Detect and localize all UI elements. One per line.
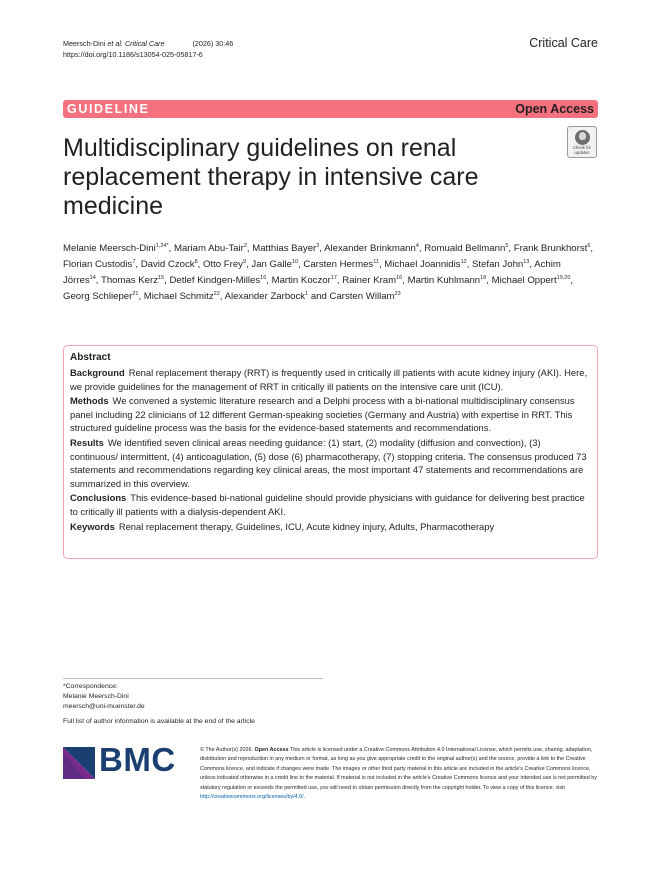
author-affiliation: 2 <box>243 243 247 249</box>
author-separator: , <box>466 259 473 270</box>
abstract-box <box>63 345 598 559</box>
author-name[interactable]: Frank Brunkhorst <box>513 243 588 254</box>
author-affiliation: 8 <box>194 259 198 265</box>
correspondence-label: *Correspondence: <box>63 683 118 690</box>
author-separator: , <box>219 291 225 302</box>
journal-name: Critical Care <box>529 36 598 50</box>
author-separator: , <box>486 275 492 286</box>
article-title: Multidisciplinary guidelines on renal replacement therapy in intensive care medicine <box>63 134 479 220</box>
author-separator: , <box>336 275 343 286</box>
section-text: This evidence-based bi-national guideline should provide physicians with guidance for delivering best practice to critically ill patients with a dialysis-dependent AKI. <box>70 492 585 517</box>
bmc-logo-mark-icon <box>63 747 95 779</box>
author-separator: , <box>402 275 408 286</box>
author-affiliation: 3 <box>316 243 320 249</box>
author-name[interactable]: Michael Joannidis <box>384 259 461 270</box>
author-separator: and <box>308 291 330 302</box>
crossmark-icon <box>575 130 590 145</box>
open-access-label: Open Access <box>515 102 594 116</box>
doi-link[interactable]: https://doi.org/10.1186/s13054-025-05817-6 <box>63 50 203 59</box>
author-affiliation: 10 <box>291 259 299 265</box>
author-separator: , <box>508 243 514 254</box>
author-affiliation: 21 <box>132 291 139 297</box>
author-name[interactable]: Melanie Meersch-Dini <box>63 243 156 254</box>
section-label: Conclusions <box>70 492 127 504</box>
author-info-note: Full list of author information is available at the end of the article <box>63 718 255 725</box>
abstract-methods <box>70 394 591 435</box>
author-name[interactable]: Carsten Willam <box>329 291 395 302</box>
author-name[interactable]: Alexander Brinkmann <box>324 243 416 254</box>
author-name[interactable]: Otto Frey <box>203 259 243 270</box>
abstract-conclusions <box>70 491 591 518</box>
author-affiliation: 5 <box>505 243 509 249</box>
author-separator: , <box>135 259 141 270</box>
article-type-label: GUIDELINE <box>67 102 150 116</box>
section-label: Background <box>70 367 125 378</box>
author-affiliation: 22 <box>213 291 220 297</box>
author-name[interactable]: Thomas Kerz <box>100 275 159 286</box>
author-name[interactable]: Stefan John <box>472 259 524 270</box>
author-separator: , <box>378 259 385 270</box>
author-affiliation: 15 <box>158 275 165 281</box>
section-label: Results <box>70 436 104 448</box>
author-name[interactable]: Rainer Kram <box>342 275 397 286</box>
author-separator: , <box>197 259 203 270</box>
author-affiliation: 6 <box>587 243 591 249</box>
author-name[interactable]: Carsten Hermes <box>303 259 374 270</box>
citation-authors: Meersch-Dini <box>63 39 106 48</box>
abstract-heading: Abstract <box>70 352 111 363</box>
author-name[interactable]: Martin Kuhlmann <box>407 275 481 286</box>
license-prefix: © The Author(s) 2026. <box>200 747 254 753</box>
author-name[interactable]: Florian Custodis <box>63 259 133 270</box>
author-name[interactable]: Michael Oppert <box>491 275 557 286</box>
crossmark-text: Check for updates <box>573 145 591 155</box>
author-affiliation: 4 <box>415 243 419 249</box>
citation-journal: Critical Care <box>124 39 165 48</box>
author-affiliation: 9 <box>242 259 247 265</box>
author-separator: , <box>95 275 101 286</box>
section-text: We identified seven clinical areas needing guidance: (1) start, (2) modality (diffusion and convection), (3) continuous/ intermittent, (4) anticoagulation, (5) dose (6) pharmacotherapy, (7) stopping criteria. The consensus produced 73 statements and recommendations regarding key clinical areas, the most important 47 statements and recommendations are summarized in this overview. <box>70 436 587 489</box>
license-open-access: Open Access <box>254 747 289 753</box>
author-name[interactable]: Martin Koczor <box>271 275 331 286</box>
author-affiliation: 17 <box>330 275 337 281</box>
author-affiliation: 13 <box>523 259 530 265</box>
section-text: Renal replacement therapy (RRT) is frequently used in critically ill patients with acute kidney injury (AKI). Here, we provide guidelines for the management of RRT in critically ill patients on the intensive care unit (ICU). <box>70 367 588 392</box>
author-affiliation: 14 <box>89 275 96 281</box>
author-name[interactable]: Achim Jörres <box>63 259 561 286</box>
author-separator: , <box>319 243 325 254</box>
article-type-bar <box>63 100 598 118</box>
author-name[interactable]: Detlef Kindgen-Milles <box>169 275 261 286</box>
abstract-keywords <box>70 520 591 534</box>
abstract-background <box>70 366 591 393</box>
section-label: Keywords <box>70 520 115 532</box>
author-separator: , <box>529 259 535 270</box>
author-affiliation: 12 <box>460 259 467 265</box>
author-separator: , <box>418 243 425 254</box>
author-affiliation: 16 <box>260 275 267 281</box>
citation-etal: et al. <box>107 39 123 48</box>
author-name[interactable]: Alexander Zarbock <box>224 291 306 302</box>
footnote-divider <box>63 678 323 679</box>
author-separator: , <box>298 259 304 270</box>
author-separator: , <box>246 243 253 254</box>
author-separator: , <box>138 291 144 302</box>
author-separator: , <box>590 243 594 254</box>
author-name[interactable]: David Czock <box>140 259 195 270</box>
crossmark-button[interactable] <box>567 126 597 158</box>
author-name[interactable]: Jan Galle <box>251 259 292 270</box>
author-affiliation: 23 <box>394 291 401 297</box>
author-affiliation: 1,24* <box>155 243 169 249</box>
section-text: We convened a systemic literature research and a Delphi process with a bi-national multidisciplinary consensus panel including 22 clinicians of 12 different German-speaking societies (Germany and Austria) with expertise in RRT. This structured guideline process was the basis for the evidence-based statements and recommendations. <box>70 395 575 434</box>
section-text: Renal replacement therapy, Guidelines, ICU, Acute kidney injury, Adults, Pharmacotherapy <box>118 520 495 532</box>
author-name[interactable]: Romuald Bellmann <box>424 243 506 254</box>
author-affiliation: 18 <box>480 275 487 281</box>
bmc-logo <box>63 741 185 780</box>
author-separator: , <box>570 275 574 286</box>
author-separator: , <box>168 243 174 254</box>
author-name[interactable]: Michael Schmitz <box>143 291 214 302</box>
author-separator: , <box>246 259 252 270</box>
correspondence-email[interactable]: meersch@uni-muenster.de <box>63 703 145 710</box>
author-affiliation: 19,20 <box>556 275 571 281</box>
author-affiliation: 7 <box>132 259 136 265</box>
abstract-results <box>70 436 591 490</box>
running-header <box>63 38 233 60</box>
author-separator: , <box>164 275 170 286</box>
author-affiliation: 16 <box>396 275 403 281</box>
license-body: This article is licensed under a Creative Commons Attribution 4.0 International License, which permits use, sharing, adaptation, distribution and reproduction in any medium or format, as long as you give appropriate credit to the original author(s) and the source, provide a link to the Creative Commons licence, and indicate if changes were made. The images or other third party material in this article are included in the article’s Creative Commons licence, unless indicated otherwise in a credit line to the material. If material is not included in the article’s Creative Commons licence and your intended use is not permitted by statutory regulation or exceeds the permitted use, you will need to obtain permission directly from the copyright holder. To view a copy of this licence, visit <box>200 747 597 791</box>
author-name[interactable]: Georg Schlieper <box>63 291 133 302</box>
license-suffix: . <box>303 794 306 801</box>
license-text <box>200 746 600 802</box>
citation-year-volume: (2026) 30:46 <box>192 39 234 48</box>
author-affiliation: 11 <box>373 259 379 265</box>
correspondence-name: Melanie Meersch-Dini <box>63 693 129 700</box>
license-link[interactable]: http://creativecommons.org/licenses/by/4.0/ <box>200 794 304 801</box>
author-affiliation: 1 <box>305 291 309 297</box>
section-label: Methods <box>70 395 109 407</box>
author-list <box>63 241 598 305</box>
correspondence-footnote <box>63 682 145 712</box>
bmc-wordmark: BMC <box>99 741 176 778</box>
author-name[interactable]: Mariam Abu-Tair <box>173 243 244 254</box>
author-name[interactable]: Matthias Bayer <box>252 243 317 254</box>
author-separator: , <box>266 275 272 286</box>
